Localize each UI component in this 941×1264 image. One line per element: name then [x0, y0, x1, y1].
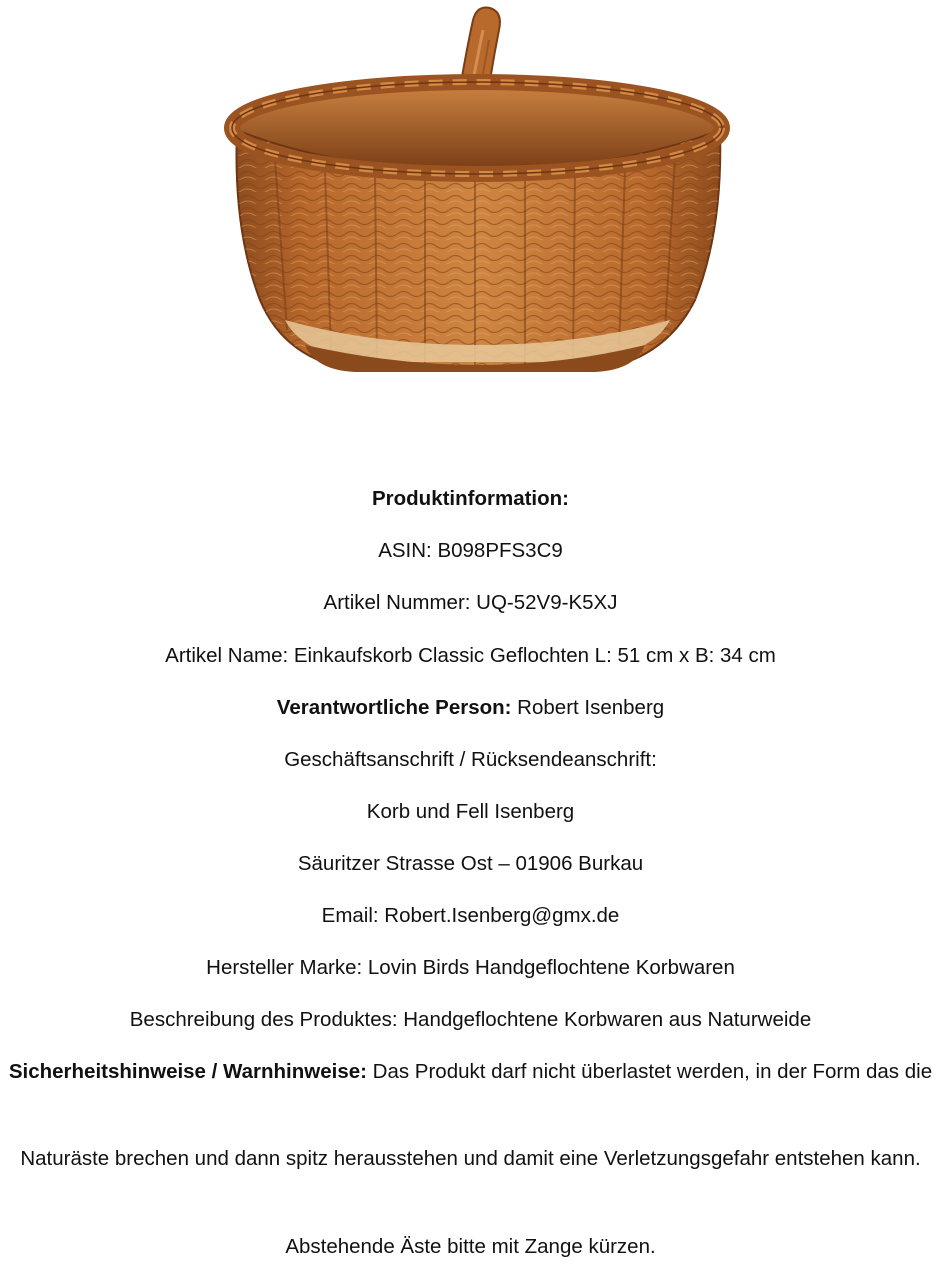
asin-line: ASIN: B098PFS3C9	[378, 539, 563, 562]
article-name-line: Artikel Name: Einkaufskorb Classic Geflochten L: 51 cm x B: 34 cm	[165, 644, 776, 667]
brand-line: Hersteller Marke: Lovin Birds Handgeflochtene Korbwaren	[206, 956, 735, 979]
address-label: Geschäftsanschrift / Rücksendeanschrift:	[284, 748, 657, 771]
responsible-person-label: Verantwortliche Person:	[276, 696, 512, 719]
street-address: Säuritzer Strasse Ost – 01906 Burkau	[297, 852, 644, 875]
safety-notice	[0, 1054, 941, 1089]
company-name: Korb und Fell Isenberg	[366, 800, 575, 823]
article-number-line: Artikel Nummer: UQ-52V9-K5XJ	[323, 591, 618, 614]
email-line: Email: Robert.Isenberg@gmx.de	[321, 904, 620, 927]
safety-label: Sicherheitshinweise / Warnhinweise:	[8, 1060, 367, 1083]
info-heading: Produktinformation:	[371, 487, 569, 510]
safety-value: Das Produkt darf nicht überlastet werden, in der Form das die	[366, 1060, 933, 1083]
safety-instruction: Abstehende Äste bitte mit Zange kürzen.	[285, 1235, 656, 1258]
description-line: Beschreibung des Produktes: Handgeflochtene Korbwaren aus Naturweide	[129, 1008, 812, 1031]
responsible-person-line	[0, 690, 941, 725]
safety-notice-continued: Naturäste brechen und dann spitz herausstehen und damit eine Verletzungsgefahr entstehen kann.	[20, 1147, 921, 1170]
responsible-person-value: Robert Isenberg	[511, 696, 665, 719]
